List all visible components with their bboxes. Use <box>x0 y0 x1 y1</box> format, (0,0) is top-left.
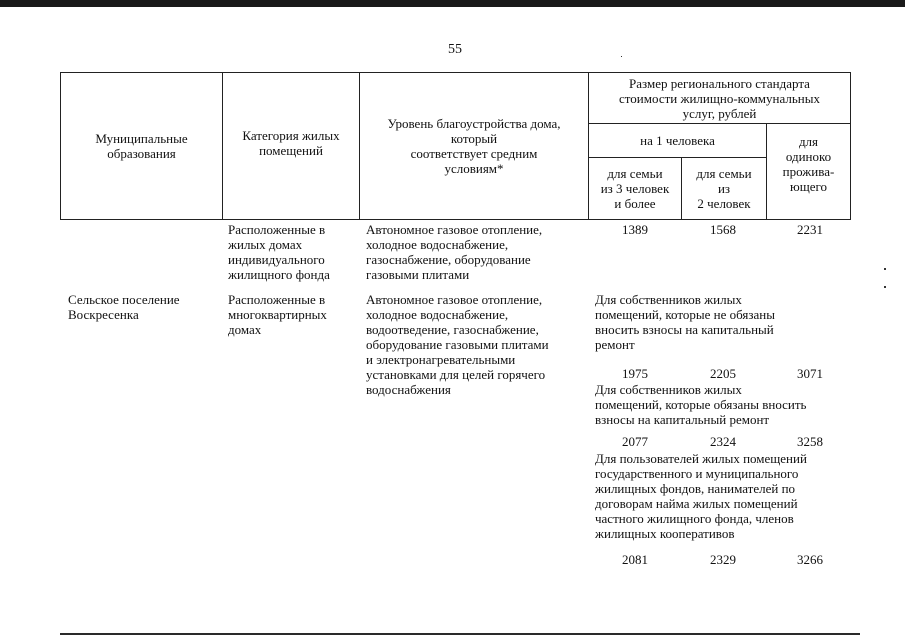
header-level <box>360 76 588 216</box>
row2-level-line: Автономное газовое отопление, <box>366 292 543 307</box>
row2-level-line: установками для целей горячего <box>366 367 546 382</box>
row1-level-line: холодное водоснабжение, <box>366 237 509 252</box>
row2-level-line: и электронагревательными <box>366 352 516 367</box>
group3-label <box>595 451 807 541</box>
row1-value-single: 2231 <box>797 222 823 237</box>
group3-label-line: договорам найма жилых помещений <box>595 496 798 511</box>
group2-value-single: 3258 <box>797 434 823 449</box>
header-family3-line: из 3 человек <box>600 181 670 196</box>
group3-label-line: частного жилищного фонда, членов <box>595 511 794 526</box>
group2-label-line: Для собственников жилых <box>595 382 742 397</box>
header-family2-line: из <box>717 181 731 196</box>
header-level-line: условиям* <box>444 161 504 176</box>
bottom-border-line <box>60 633 860 635</box>
header-standard-line: услуг, рублей <box>682 105 757 121</box>
group3-value-family2: 2329 <box>710 552 736 567</box>
municipality-line: Воскресенка <box>68 307 139 322</box>
col-border-right <box>850 72 851 220</box>
header-category-line: Категория жилых <box>242 128 340 143</box>
header-per-person <box>589 124 766 157</box>
row2-level-line: холодное водоснабжение, <box>366 307 509 322</box>
page-number: 55 <box>448 42 462 57</box>
group1-label-line: вносить взносы на капитальный <box>595 322 774 337</box>
scan-speck <box>884 286 886 288</box>
header-single <box>767 124 850 204</box>
header-single-line: прожива- <box>782 164 835 179</box>
row2-level-line: водоснабжения <box>366 382 451 397</box>
group1-value-single: 3071 <box>797 366 823 381</box>
header-category-line: помещений <box>259 143 323 158</box>
header-level-line: который <box>450 131 498 146</box>
row1-level-line: газовыми плитами <box>366 267 470 282</box>
group1-label-line: помещений, которые не обязаны <box>595 307 775 322</box>
row2-level-line: оборудование газовыми плитами <box>366 337 549 352</box>
municipality-line: Сельское поселение <box>68 292 180 307</box>
group2-label-line: взносы на капитальный ремонт <box>595 412 770 427</box>
header-family3 <box>589 158 681 219</box>
group2-value-family3: 2077 <box>622 434 648 449</box>
row1-level-line: газоснабжение, оборудование <box>366 252 531 267</box>
header-single-line: ющего <box>789 179 827 194</box>
group1-value-family2: 2205 <box>710 366 736 381</box>
row1-value-family3: 1389 <box>622 222 648 237</box>
header-standard-line: Размер регионального стандарта <box>629 75 810 91</box>
group3-value-family3: 2081 <box>622 552 648 567</box>
row1-category-line: Расположенные в <box>228 222 326 237</box>
row2-category-line: многоквартирных <box>228 307 327 322</box>
header-bottom-line <box>60 219 850 220</box>
group1-value-family3: 1975 <box>622 366 648 381</box>
row2-category <box>228 292 327 337</box>
header-per-person-label: на 1 человека <box>640 133 715 148</box>
row2-category-line: домах <box>228 322 262 337</box>
header-standard <box>589 73 850 123</box>
header-standard-line: стоимости жилищно-коммунальных <box>619 90 820 106</box>
row1-category-line: жилищного фонда <box>228 267 330 282</box>
row2-level-line: водоотведение, газоснабжение, <box>366 322 539 337</box>
header-municipal-line: образования <box>107 146 176 161</box>
header-family2-line: 2 человек <box>697 196 751 211</box>
group3-label-line: государственного и муниципального <box>595 466 799 481</box>
scan-speck <box>621 56 622 57</box>
row1-category <box>228 222 330 282</box>
group1-label-line: Для собственников жилых <box>595 292 742 307</box>
header-family3-line: и более <box>614 196 656 211</box>
municipality-name <box>68 292 180 322</box>
header-category <box>223 73 359 213</box>
row1-category-line: индивидуального <box>228 252 325 267</box>
row2-category-line: Расположенные в <box>228 292 326 307</box>
group2-label-line: помещений, которые обязаны вносить <box>595 397 807 412</box>
top-border-bar <box>0 0 905 7</box>
group3-value-single: 3266 <box>797 552 823 567</box>
header-level-line: соответствует средним <box>410 146 538 161</box>
group3-label-line: Для пользователей жилых помещений <box>595 451 807 466</box>
scan-speck <box>884 268 886 270</box>
group1-label-line: ремонт <box>595 337 635 352</box>
header-single-line: для <box>798 134 819 149</box>
row1-category-line: жилых домах <box>228 237 303 252</box>
header-single-line: одиноко <box>785 149 832 164</box>
group2-label <box>595 382 806 427</box>
header-family2 <box>682 158 766 219</box>
header-family2-line: для семьи <box>696 166 752 181</box>
group3-label-line: жилищных кооперативов <box>595 526 735 541</box>
row1-value-family2: 1568 <box>710 222 736 237</box>
row2-level <box>366 292 549 397</box>
group1-label <box>595 292 775 352</box>
row1-level-line: Автономное газовое отопление, <box>366 222 543 237</box>
header-level-line: Уровень благоустройства дома, <box>387 116 561 131</box>
group2-value-family2: 2324 <box>710 434 736 449</box>
header-municipal <box>61 73 222 219</box>
header-family3-line: для семьи <box>607 166 663 181</box>
group3-label-line: жилищных фондов, нанимателей по <box>595 481 796 496</box>
row1-level <box>366 222 542 282</box>
header-municipal-line: Муниципальные <box>95 131 188 146</box>
